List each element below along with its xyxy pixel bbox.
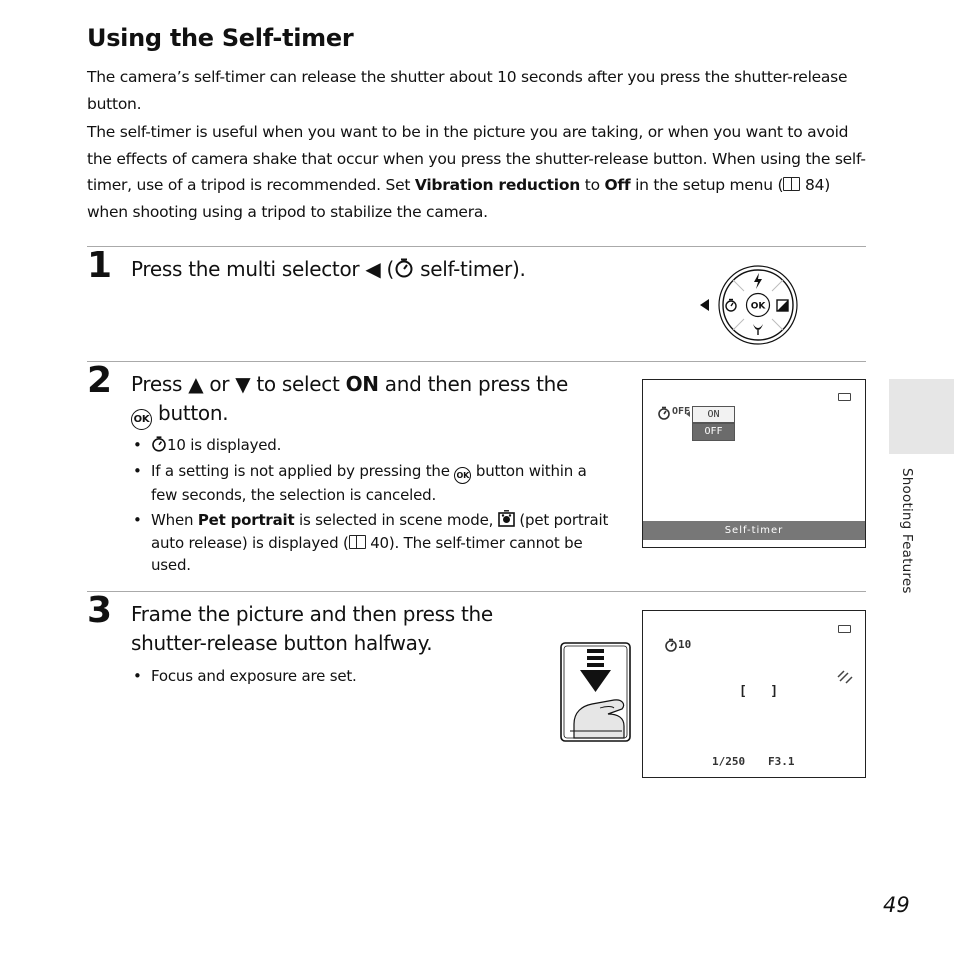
focus-area-brackets: [ ] (739, 684, 779, 699)
self-timer-icon (664, 638, 678, 652)
self-timer-icon (657, 406, 671, 420)
camera-screen-countdown (642, 610, 866, 778)
section-divider (87, 361, 866, 362)
step-2-text: Press ▲ or ▼ to select ON and then press the OK button. (131, 370, 621, 430)
aperture-readout: F3.1 (768, 755, 795, 768)
section-divider (87, 246, 866, 247)
step-3-text: Frame the picture and then press the shutter-release button halfway. (131, 602, 493, 655)
selector-ok-label: OK (750, 301, 766, 312)
self-timer-icon (394, 258, 414, 278)
list-item: • When Pet portrait is selected in scene mode, (pet portrait auto release) is displayed ( 40). The self-timer cannot be used. (131, 509, 611, 577)
ok-button-icon: OK (131, 409, 152, 430)
camera-screen-self-timer-menu (642, 379, 866, 548)
book-icon (783, 177, 800, 191)
pet-portrait-auto-release-icon (498, 510, 515, 527)
list-item: • If a setting is not applied by pressing the OK button within a few seconds, the selection is canceled. (131, 460, 611, 507)
multi-selector-diagram (698, 265, 800, 347)
battery-icon (838, 393, 851, 401)
step-2-bullets (131, 434, 611, 580)
step-3-bullets (131, 665, 531, 691)
option-on[interactable]: ON (692, 406, 735, 423)
book-icon (349, 535, 366, 549)
chapter-tab (889, 379, 954, 454)
step-2-number: 2 (87, 360, 113, 401)
shutter-speed-readout: 1/250 (712, 755, 746, 768)
step-1-text: Press the multi selector ◀ ( self-timer). (131, 257, 526, 281)
step-3-number: 3 (87, 590, 113, 631)
intro-paragraph-1: The camera’s self-timer can release the shutter about 10 seconds after you press the shutter-release button. (87, 68, 848, 113)
battery-icon (838, 625, 851, 633)
countdown-value: 10 (678, 638, 692, 651)
shutter-release-press-diagram (560, 642, 632, 744)
self-timer-mode-label: OFF (672, 406, 691, 417)
menu-footer-label: Self-timer (643, 521, 865, 540)
chapter-side-label: Shooting Features (899, 468, 915, 594)
step-1-number: 1 (87, 245, 113, 286)
list-item: • Focus and exposure are set. (131, 665, 531, 688)
intro-paragraph-2: The self-timer is useful when you want to be in the picture you are taking, or when you want to avoid the effects of camera shake that occur when you press the shutter-release button. When using the self-timer, use of a tripod is recommended. Set Vibration reduction to Off in the setup menu ( 84) when shooting using a tripod to stabilize the camera. (87, 123, 866, 221)
ok-button-icon: OK (454, 467, 471, 484)
page-number: 49 (883, 893, 910, 917)
pointer-icon (686, 411, 690, 417)
self-timer-icon (151, 436, 167, 452)
option-off-selected[interactable]: OFF (692, 423, 735, 441)
left-arrow-icon (700, 299, 709, 311)
section-divider (87, 591, 866, 592)
list-item: • 10 is displayed. (131, 434, 611, 457)
vibration-reduction-icon (837, 670, 853, 684)
page-title: Using the Self-timer (87, 24, 354, 52)
